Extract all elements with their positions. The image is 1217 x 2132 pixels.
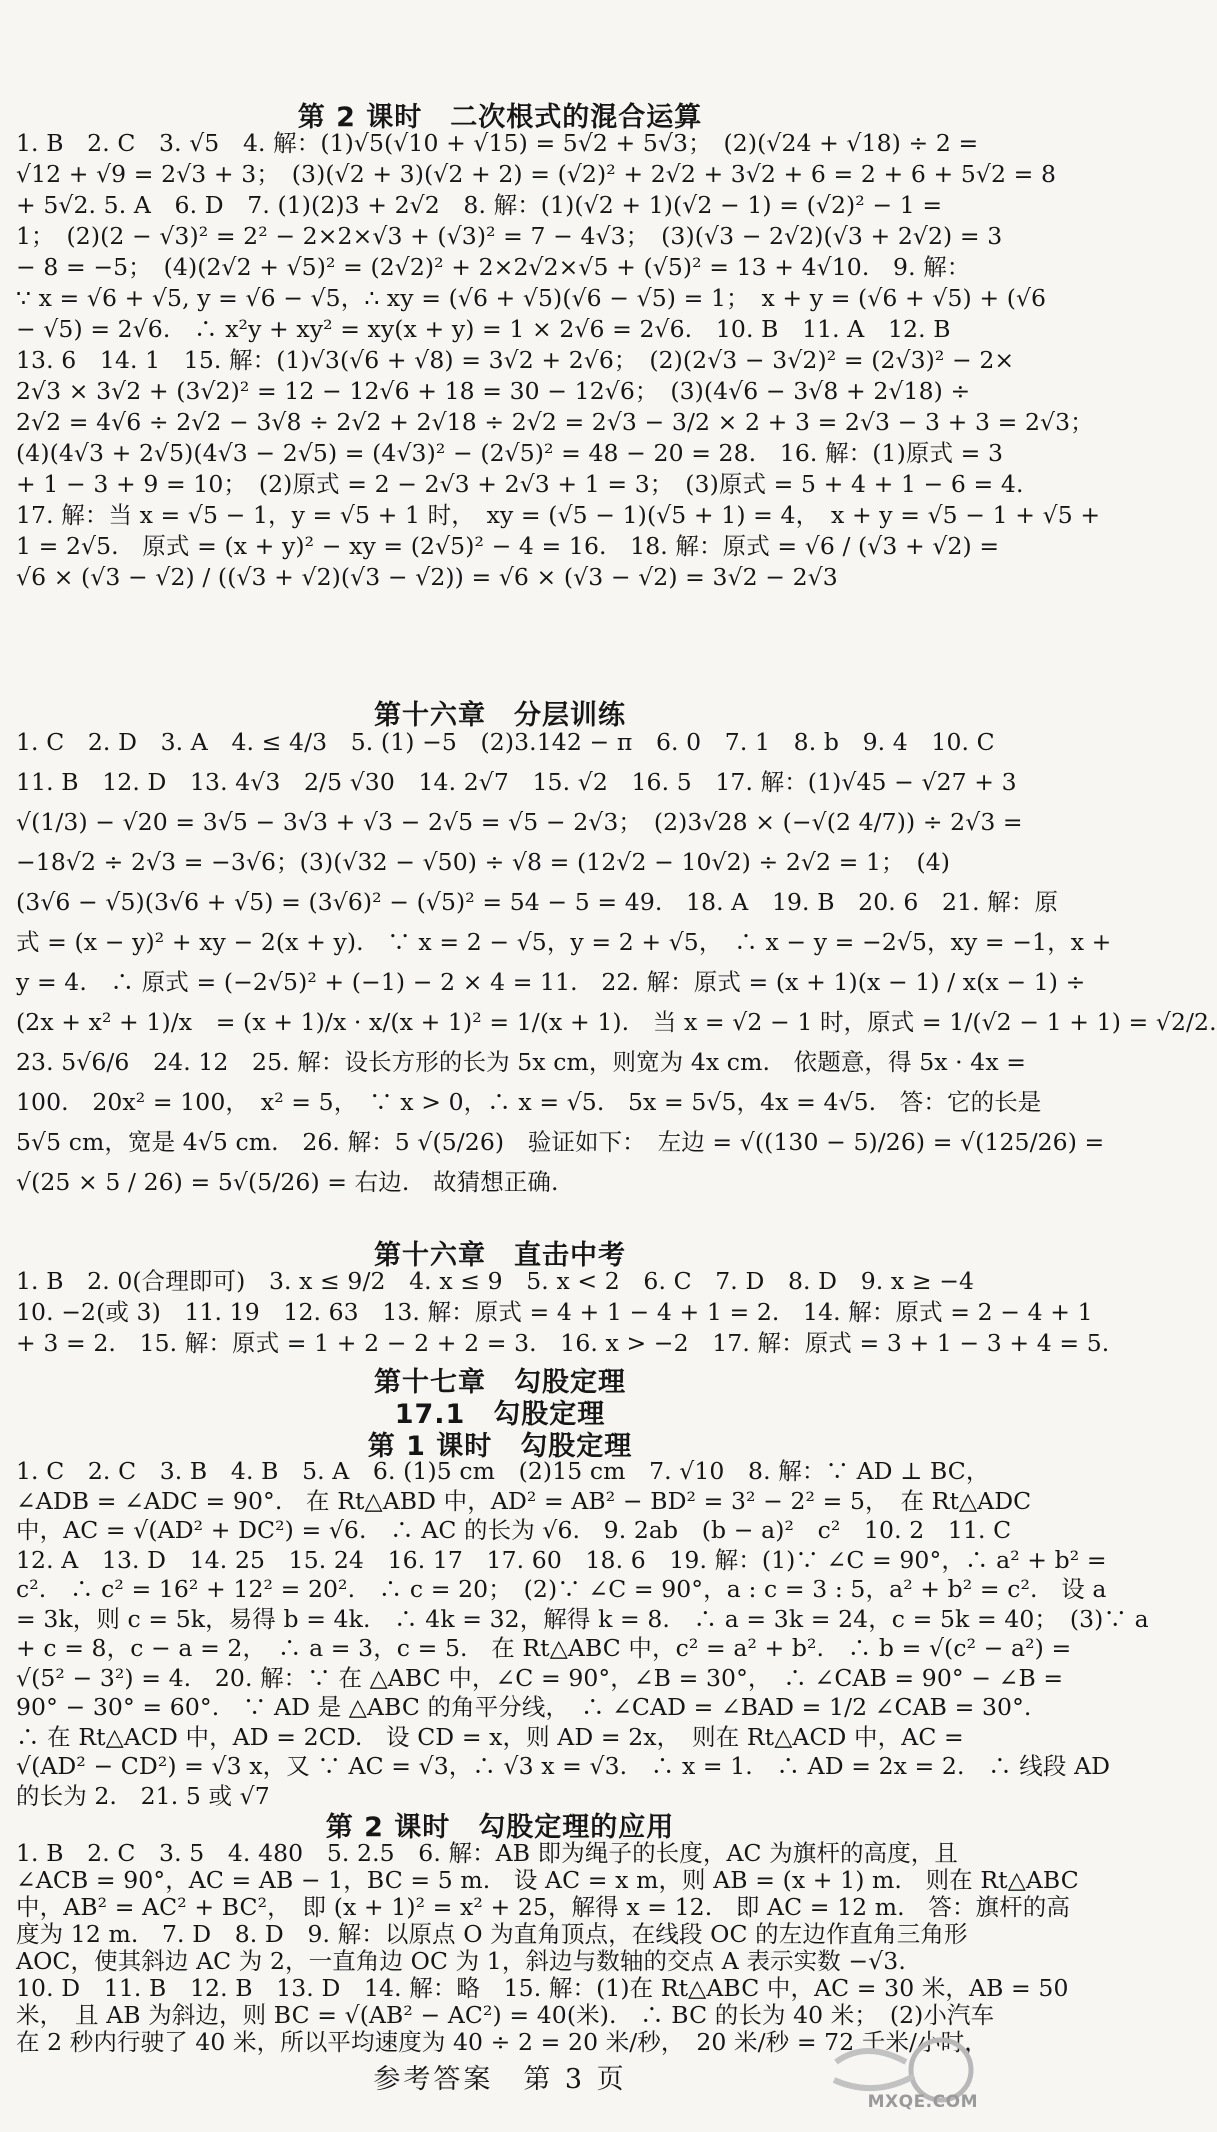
answer-line: 1 = 2√5. 原式 = (x + y)² − xy = (2√5)² − 4 = 16. 18. 解：原式 = √6 / (√3 + √2) = [16,532,1000,560]
answer-line: ∴ 在 Rt△ACD 中，AD = 2CD. 设 CD = x，则 AD = 2x， 则在 Rt△ACD 中，AC = [16,1722,964,1751]
watermark-logo [816,2032,986,2118]
heading-17-1: 17.1 勾股定理 [394,1399,606,1430]
answer-line: 10. −2(或 3) 11. 19 12. 63 13. 解：原式 = 4 + 1 − 4 + 1 = 2. 14. 解：原式 = 2 − 4 + 1 [16,1298,1093,1326]
answer-line: 中，AB² = AC² + BC²， 即 (x + 1)² = x² + 25，解得 x = 12. 即 AC = 12 m. 答：旗杆的高 [16,1893,1070,1921]
answer-line: 2√3 × 3√2 + (3√2)² = 12 − 12√6 + 18 = 30 − 12√6； (3)(4√6 − 3√8 + 2√18) ÷ [16,377,971,405]
answer-line: = 3k，则 c = 5k，易得 b = 4k. ∴ 4k = 32，解得 k = 8. ∴ a = 3k = 24，c = 5k = 40； (3)∵ a [16,1604,1149,1633]
answer-line: 10. D 11. B 12. B 13. D 14. 解：略 15. 解：(1)在 Rt△ABC 中，AC = 30 米，AB = 50 [16,1974,1069,2002]
answer-line: 100. 20x² = 100， x² = 5， ∵ x > 0，∴ x = √5. 5x = 5√5，4x = 4√5. 答：它的长是 [16,1088,1042,1116]
heading-lesson2-application: 第 2 课时 勾股定理的应用 [325,1812,675,1843]
answer-line: 13. 6 14. 1 15. 解：(1)√3(√6 + √8) = 3√2 + 2√6； (2)(2√3 − 3√2)² = (2√3)² − 2× [16,346,1015,374]
answer-line: − 8 = −5； (4)(2√2 + √5)² = (2√2)² + 2×2√2×√5 + (√5)² = 13 + 4√10. 9. 解： [16,253,971,281]
answer-line: 90° − 30° = 60°. ∵ AD 是 △ABC 的角平分线， ∴ ∠CAD = ∠BAD = 1/2 ∠CAB = 30°. [16,1693,1032,1721]
answer-line: 5√5 cm，宽是 4√5 cm. 26. 解：5 √(5/26) 验证如下： 左边 = √((130 − 5)/26) = √(125/26) = [16,1128,1105,1156]
answer-line: 2√2 = 4√6 ÷ 2√2 − 3√8 ÷ 2√2 + 2√18 ÷ 2√2 = 2√3 − 3/2 × 2 + 3 = 2√3 − 3 + 3 = 2√3； [16,408,1094,436]
page-footer: 参考答案 第 3 页 [373,2064,627,2095]
answer-line: (2x + x² + 1)/x = (x + 1)/x · x/(x + 1)² = 1/(x + 1). 当 x = √2 − 1 时，原式 = 1/(√2 − 1 + 1) = √2/2. [16,1008,1217,1036]
answer-line: 在 2 秒内行驶了 40 米，所以平均速度为 40 ÷ 2 = 20 米/秒， 20 米/秒 = 72 千米/小时， [16,2028,988,2056]
answer-line: 17. 解：当 x = √5 − 1，y = √5 + 1 时， xy = (√5 − 1)(√5 + 1) = 4， x + y = √5 − 1 + √5 + [16,501,1101,529]
answer-line: (3√6 − √5)(3√6 + √5) = (3√6)² − (√5)² = 54 − 5 = 49. 18. A 19. B 20. 6 21. 解：原 [16,888,1059,916]
heading-chapter16-practice: 第十六章 分层训练 [374,700,626,731]
answer-line: + 5√2. 5. A 6. D 7. (1)(2)3 + 2√2 8. 解：(1)(√2 + 1)(√2 − 1) = (√2)² − 1 = [16,191,943,219]
answer-line: ∠ADB = ∠ADC = 90°. 在 Rt△ABD 中，AD² = AB² − BD² = 3² − 2² = 5， 在 Rt△ADC [16,1486,1032,1515]
answer-line: −18√2 ÷ 2√3 = −3√6；(3)(√32 − √50) ÷ √8 = (12√2 − 10√2) ÷ 2√2 = 1； (4) [16,848,951,876]
answer-line: 1. B 2. C 3. 5 4. 480 5. 2.5 6. 解：AB 即为绳子的长度，AC 为旗杆的高度，且 [16,1839,959,1867]
answer-line: √(AD² − CD²) = √3 x，又 ∵ AC = √3，∴ √3 x = √3. ∴ x = 1. ∴ AD = 2x = 2. ∴ 线段 AD [16,1752,1111,1780]
heading-chapter16-exam: 第十六章 直击中考 [374,1240,626,1271]
answer-line: √6 × (√3 − √2) / ((√3 + √2)(√3 − √2)) = √6 × (√3 − √2) = 3√2 − 2√3 [16,563,838,591]
answer-line: + c = 8，c − a = 2， ∴ a = 3，c = 5. 在 Rt△ABC 中，c² = a² + b². ∴ b = √(c² − a²) = [16,1634,1072,1662]
answer-line: √12 + √9 = 2√3 + 3； (3)(√2 + 3)(√2 + 2) = (√2)² + 2√2 + 3√2 + 6 = 2 + 6 + 5√2 = 8 [16,160,1057,188]
watermark-text: MXQE.COM [867,2092,978,2112]
answer-line: AOC，使其斜边 AC 为 2，一直角边 OC 为 1，斜边与数轴的交点 A 表示实数 −√3. [16,1947,906,1975]
answer-line: √(5² − 3²) = 4. 20. 解：∵ 在 △ABC 中，∠C = 90°，∠B = 30°， ∴ ∠CAB = 90° − ∠B = [16,1663,1064,1692]
answer-line: 11. B 12. D 13. 4√3 2/5 √30 14. 2√7 15. √2 16. 5 17. 解：(1)√45 − √27 + 3 [16,768,1017,796]
answer-line: 的长为 2. 21. 5 或 √7 [16,1781,270,1810]
answer-line: 12. A 13. D 14. 25 15. 24 16. 17 17. 60 18. 6 19. 解：(1)∵ ∠C = 90°，∴ a² + b² = [16,1545,1107,1574]
answer-line: 1. C 2. D 3. A 4. ≤ 4/3 5. (1) −5 (2)3.142 − π 6. 0 7. 1 8. b 9. 4 10. C [16,728,995,756]
answer-line: 1； (2)(2 − √3)² = 2² − 2×2×√3 + (√3)² = 7 − 4√3； (3)(√3 − 2√2)(√3 + 2√2) = 3 [16,222,1003,250]
answer-line: + 1 − 3 + 9 = 10； (2)原式 = 2 − 2√3 + 2√3 + 1 = 3； (3)原式 = 5 + 4 + 1 − 6 = 4. [16,470,1024,498]
answer-line: (4)(4√3 + 2√5)(4√3 − 2√5) = (4√3)² − (2√5)² = 48 − 20 = 28. 16. 解：(1)原式 = 3 [16,439,1004,467]
answer-line: y = 4. ∴ 原式 = (−2√5)² + (−1) − 2 × 4 = 11. 22. 解：原式 = (x + 1)(x − 1) / x(x − 1) ÷ [16,968,1086,996]
heading-chapter17: 第十七章 勾股定理 [374,1367,626,1398]
heading-lesson1-pythagoras: 第 1 课时 勾股定理 [367,1431,633,1462]
answer-line: 1. B 2. C 3. √5 4. 解：(1)√5(√10 + √15) = 5√2 + 5√3； (2)(√24 + √18) ÷ 2 = [16,129,979,157]
answer-line: √(25 × 5 / 26) = 5√(5/26) = 右边. 故猜想正确. [16,1168,559,1196]
answer-line: 米， 且 AB 为斜边，则 BC = √(AB² − AC²) = 40(米). ∴ BC 的长为 40 米； (2)小汽车 [16,2001,995,2029]
answer-line: ∵ x = √6 + √5, y = √6 − √5，∴ xy = (√6 + √5)(√6 − √5) = 1； x + y = (√6 + √5) + (√6 [16,284,1047,312]
answer-line: 1. B 2. 0(合理即可) 3. x ≤ 9/2 4. x ≤ 9 5. x < 2 6. C 7. D 8. D 9. x ≥ −4 [16,1267,975,1295]
answer-line: 23. 5√6/6 24. 12 25. 解：设长方形的长为 5x cm，则宽为 4x cm. 依题意，得 5x · 4x = [16,1048,1027,1076]
heading-lesson2-radicals: 第 2 课时 二次根式的混合运算 [297,102,703,133]
answer-line: − √5) = 2√6. ∴ x²y + xy² = xy(x + y) = 1 × 2√6 = 2√6. 10. B 11. A 12. B [16,315,951,343]
answer-line: 式 = (x − y)² + xy − 2(x + y). ∵ x = 2 − √5，y = 2 + √5， ∴ x − y = −2√5，xy = −1，x + [16,928,1112,956]
answer-line: √(1/3) − √20 = 3√5 − 3√3 + √3 − 2√5 = √5 − 2√3； (2)3√28 × (−√(2 4/7)) ÷ 2√3 = [16,808,1023,836]
answer-line: 中，AC = √(AD² + DC²) = √6. ∴ AC 的长为 √6. 9. 2ab (b − a)² c² 10. 2 11. C [16,1516,1012,1544]
answer-line: 度为 12 m. 7. D 8. D 9. 解：以原点 O 为直角顶点，在线段 OC 的左边作直角三角形 [16,1920,968,1948]
answer-line: + 3 = 2. 15. 解：原式 = 1 + 2 − 2 + 2 = 3. 16. x > −2 17. 解：原式 = 3 + 1 − 3 + 4 = 5. [16,1329,1110,1357]
answer-line: c². ∴ c² = 16² + 12² = 20². ∴ c = 20； (2)∵ ∠C = 90°，a : c = 3 : 5，a² + b² = c². 设 a [16,1575,1107,1603]
answer-line: ∠ACB = 90°，AC = AB − 1，BC = 5 m. 设 AC = x m，则 AB = (x + 1) m. 则在 Rt△ABC [16,1866,1079,1894]
answer-line: 1. C 2. C 3. B 4. B 5. A 6. (1)5 cm (2)15 cm 7. √10 8. 解：∵ AD ⊥ BC， [16,1457,990,1485]
